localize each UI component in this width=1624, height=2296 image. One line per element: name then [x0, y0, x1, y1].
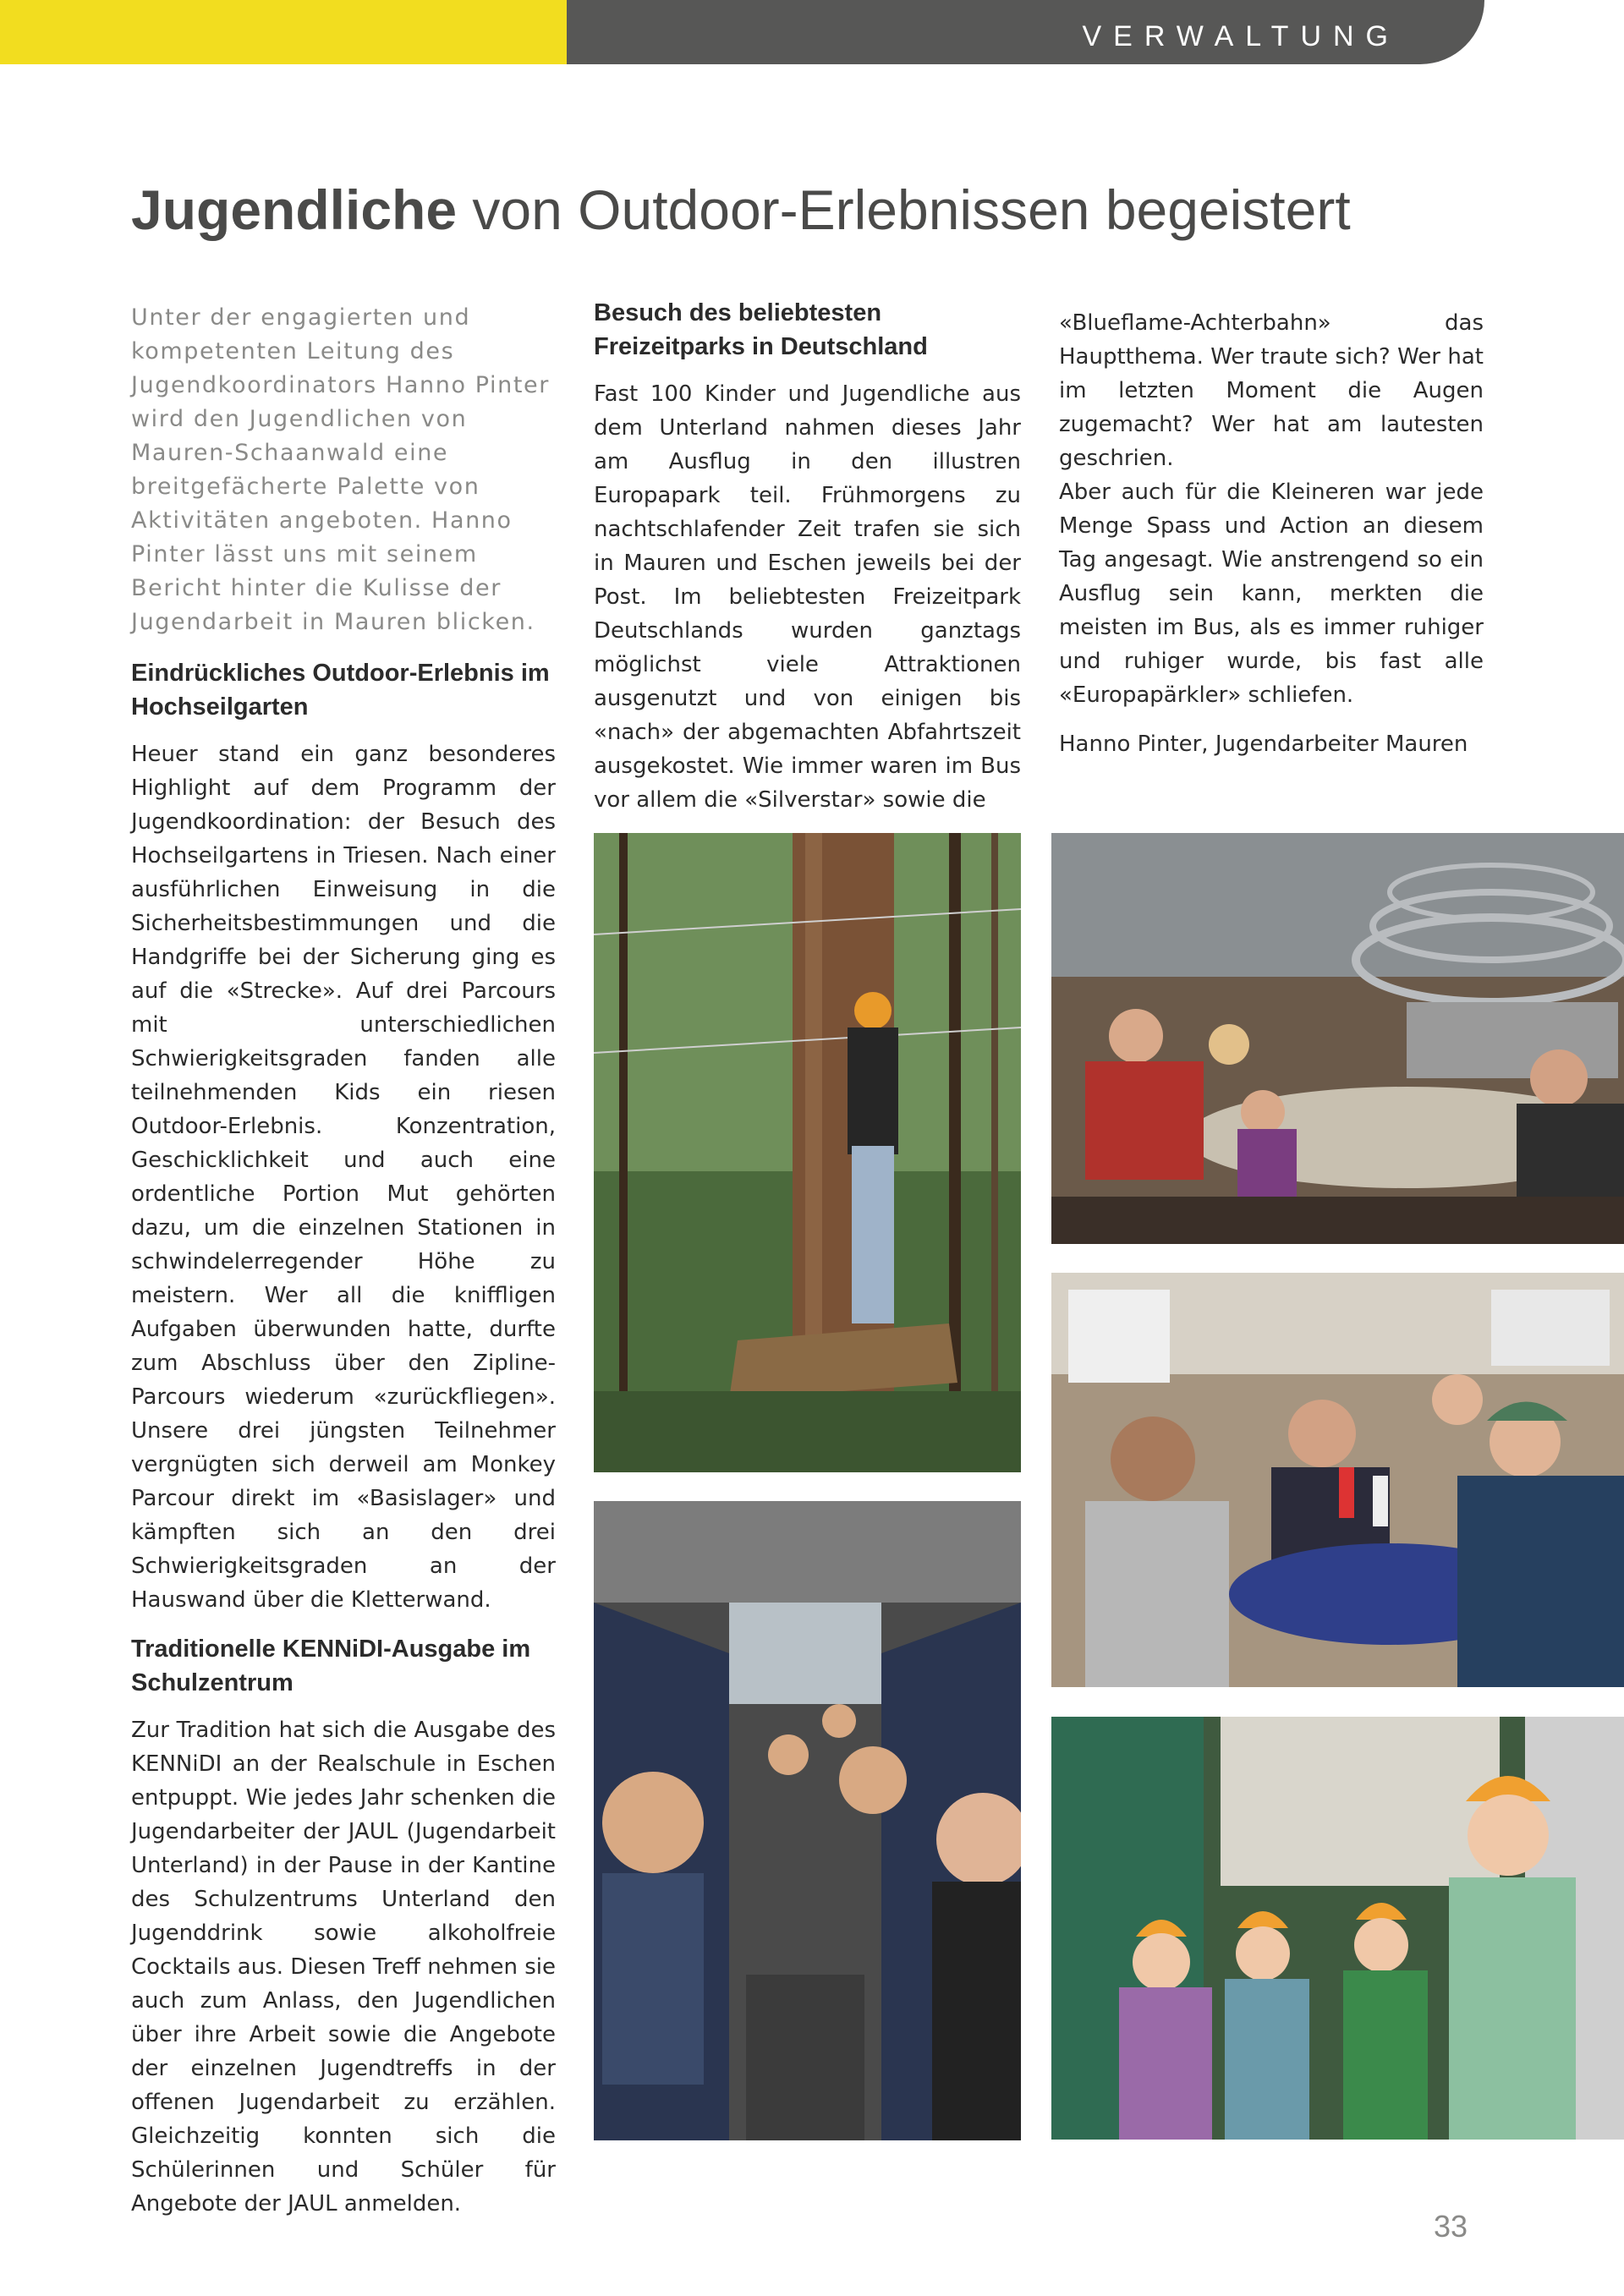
section-label: VERWALTUNG [1082, 20, 1400, 52]
photo-high-ropes-tree [594, 833, 1021, 1472]
article-lead: Unter der engagierten und kompetenten Leitung des Jugendkoordinators Hanno Pinter wird den Jugendlichen von Mauren-Schaanwald eine breitgefächerte Palette von Aktivitäten angeboten. Hanno Pinter lässt uns mit seinem Bericht hinter die Kulisse der Jugendarbeit in Mauren blicken. [131, 304, 550, 635]
text-column-1 [131, 301, 556, 2236]
section-text-continuation: «Blueflame-Achterbahn» das Hauptthema. Wer traute sich? Wer hat im letzten Moment die Augen zugemacht? Wer hat am lautesten geschrien. [1059, 310, 1484, 471]
article-title [131, 178, 1351, 242]
photo-kids-with-helmets [1051, 1717, 1624, 2140]
text-column-3 [1059, 306, 1484, 776]
section-heading-kennidi: Traditionelle KENNiDI-Ausgabe im Schulzentrum [131, 1636, 531, 1696]
section-heading-europapark: Besuch des beliebtesten Freizeitparks in Deutschland [594, 299, 928, 360]
text-column-2 [594, 296, 1021, 832]
section-heading-hochseilgarten: Eindrückliches Outdoor-Erlebnis im Hochseilgarten [131, 660, 550, 721]
section-text-hochseilgarten: Heuer stand ein ganz besonderes Highlight auf dem Programm der Jugendkoordination: der Besuch des Hochseilgartens in Triesen. Nach einer ausführlichen Einweisung in die Sicherheitsbestimmungen und die Handgriffe bei der Sicherung ging es auf die «Strecke». Auf drei Parcours mit unterschiedlichen Schwierigkeitsgraden fanden alle teilnehmenden Kids ein riesen Outdoor-Erlebnis. Konzentration, Geschicklichkeit und auch eine ordentliche Portion Mut gehörten dazu, um die einzelnen Stationen in schwindelerregender Höhe zu meistern. Wer all die kniffligen Aufgaben überwunden hatte, durfte zum Abschluss über den Zipline-Parcours wiederum «zurückfliegen». Unsere drei jüngsten Teilnehmer vergnügten sich derweil am Monkey Parcour direkt im «Basislager» und kämpften sich an den drei Schwierigkeitsgraden an der Hauswand über die Kletterwand. [131, 742, 556, 1613]
photo-bus-interior [594, 1501, 1021, 2140]
section-header-bar [567, 0, 1484, 64]
section-text-continuation-2: Aber auch für die Kleineren war jede Menge Spass und Action an diesem Tag angesagt. Wie anstrengend so ein Ausflug sein kann, merkten die meisten im Bus, als es immer ruhiger und ruhiger wurde, bis fast alle «Europapärkler» schliefen. [1059, 479, 1484, 708]
section-text-europapark: Fast 100 Kinder und Jugendliche aus dem Unterland nahmen dieses Jahr am Ausflug in den illustren Europapark teil. Frühmorgens zu nachtschlafender Zeit trafen sie sich in Mauren und Eschen jeweils bei der Post. Im beliebtesten Freizeitpark Deutschlands wurden ganztags möglichst viele Attraktionen ausgenutzt und von einigen bis «nach» der abgemachten Abfahrtszeit ausgekostet. Wie immer waren im Bus vor allem die «Silverstar» sowie die [594, 381, 1021, 813]
photo-kids-at-table [1051, 1273, 1624, 1687]
page-number: 33 [1433, 2209, 1468, 2244]
accent-bar [0, 0, 567, 64]
article-title-rest: von Outdoor-Erlebnissen begeistert [472, 178, 1351, 241]
section-text-kennidi: Zur Tradition hat sich die Ausgabe des KENNiDI an der Realschule in Eschen entpuppt. Wie jedes Jahr schenken die Jugendarbeiter der JAUL (Jugendarbeit Unterland) in der Pause in der Kantine des Schulzentrums Unterland den Jugenddrink sowie alkoholfreie Cocktails aus. Diesen Treff nehmen sie auch zum Anlass, den Jugendlichen über ihre Arbeit sowie die Angebote der einzelnen Jugendtreffs in der offenen Jugendarbeit zu erzählen. Gleichzeitig konnten sich die Schülerinnen und Schüler für Angebote der JAUL anmelden. [131, 1718, 556, 2217]
article-title-bold: Jugendliche [131, 178, 458, 241]
photo-europapark-restaurant [1051, 833, 1624, 1244]
article-author: Hanno Pinter, Jugendarbeiter Mauren [1059, 732, 1468, 757]
